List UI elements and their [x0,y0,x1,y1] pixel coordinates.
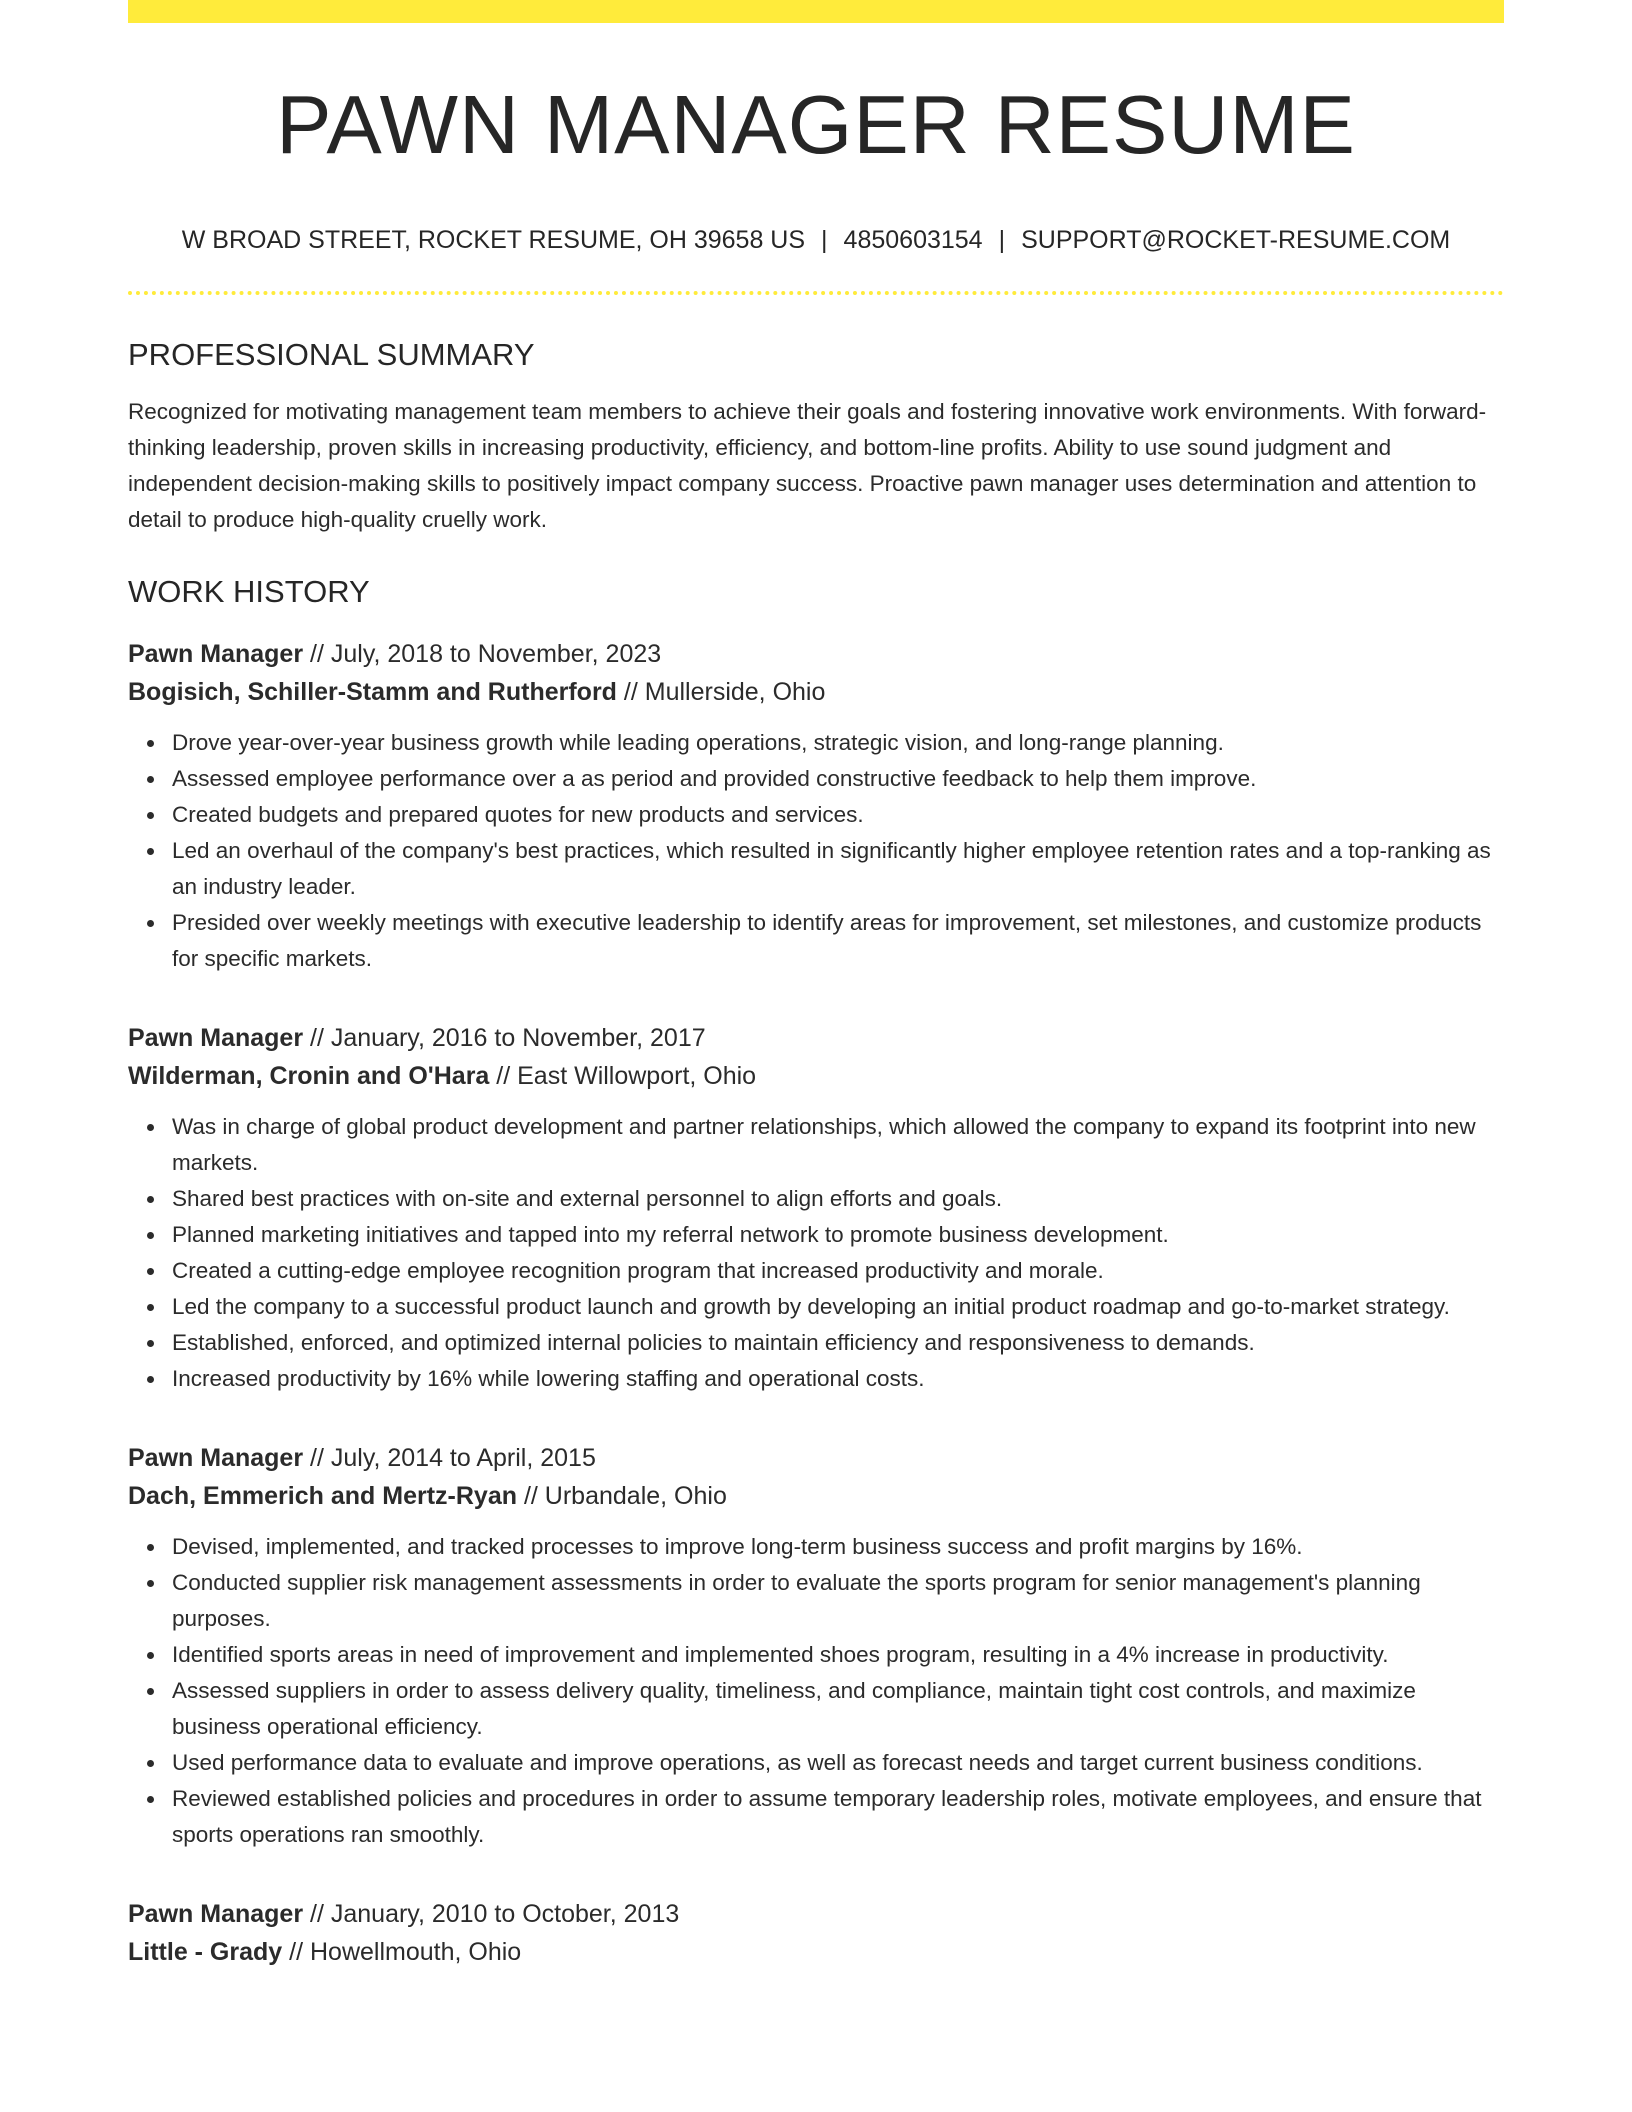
accent-top-bar [128,0,1504,23]
job-location: East Willowport, Ohio [517,1062,757,1090]
job-role-line: Pawn Manager // July, 2018 to November, 2023 [128,640,662,668]
resume-title: PAWN MANAGER RESUME [276,78,1356,171]
job-location: Mullerside, Ohio [644,678,826,706]
job-bullet: Led the company to a successful product launch and growth by developing an initial product roadmap and go-to-market strategy. [172,1289,1504,1325]
dotted-divider [128,291,1504,295]
job-bullet: Reviewed established policies and procedures in order to assume temporary leadership roles, motivate employees, and ensure that sports operations ran smoothly. [172,1781,1504,1853]
job-bullet-list [128,1109,1504,1397]
job-bullet: Established, enforced, and optimized internal policies to maintain efficiency and responsiveness to demands. [172,1325,1504,1361]
job-role: Pawn Manager [128,640,304,668]
job-company: Little - Grady [128,1938,283,1966]
job-bullet: Increased productivity by 16% while lowering staffing and operational costs. [172,1361,1504,1397]
job-company-line: Bogisich, Schiller-Stamm and Rutherford // Mullerside, Ohio [128,678,826,706]
job-bullet: Conducted supplier risk management assessments in order to evaluate the sports program for senior management's planning purposes. [172,1565,1504,1637]
job-role-line: Pawn Manager // January, 2010 to October, 2013 [128,1900,680,1928]
job-role: Pawn Manager [128,1444,304,1472]
job-bullet: Shared best practices with on-site and external personnel to align efforts and goals. [172,1181,1504,1217]
job-entry [128,1439,1504,1853]
job-bullet-list [128,1529,1504,1853]
job-role-line: Pawn Manager // January, 2016 to November, 2017 [128,1024,706,1052]
contact-phone: 4850603154 [843,226,983,254]
resume-page [128,0,1504,1971]
job-company: Bogisich, Schiller-Stamm and Rutherford [128,678,617,706]
job-dates: January, 2016 to November, 2017 [330,1024,706,1052]
job-role: Pawn Manager [128,1024,304,1052]
job-entry [128,635,1504,977]
contact-line [128,228,1504,253]
summary-text: Recognized for motivating management team members to achieve their goals and fostering innovative work environments. With forward-thinking leadership, proven skills in increasing productivity, efficiency, and bottom-line profits. Ability to use sound judgment and independent decision-making skills to positively impact company success. Proactive pawn manager uses determination and attention to detail to produce high-quality cruelly work. [128,399,1487,532]
job-role: Pawn Manager [128,1900,304,1928]
job-company-line: Dach, Emmerich and Mertz-Ryan // Urbandale, Ohio [128,1482,727,1510]
job-dates: July, 2014 to April, 2015 [330,1444,596,1472]
job-entry [128,1895,1504,1971]
job-bullet: Assessed employee performance over a as period and provided constructive feedback to help them improve. [172,761,1504,797]
job-dates: July, 2018 to November, 2023 [330,640,662,668]
work-history-list [128,635,1504,1971]
job-bullet: Devised, implemented, and tracked processes to improve long-term business success and profit margins by 16%. [172,1529,1504,1565]
summary-heading: PROFESSIONAL SUMMARY [128,337,535,372]
job-location: Urbandale, Ohio [544,1482,727,1510]
contact-address: W BROAD STREET, ROCKET RESUME, OH 39658 US [181,226,806,254]
job-bullet: Led an overhaul of the company's best practices, which resulted in significantly higher employee retention rates and a top-ranking as an industry leader. [172,833,1504,905]
job-bullet: Was in charge of global product development and partner relationships, which allowed the company to expand its footprint into new markets. [172,1109,1504,1181]
job-bullet: Used performance data to evaluate and improve operations, as well as forecast needs and target current business conditions. [172,1745,1504,1781]
work-history-heading: WORK HISTORY [128,574,370,609]
contact-separator: | [821,226,828,254]
job-bullet: Assessed suppliers in order to assess delivery quality, timeliness, and compliance, maintain tight cost controls, and maximize business operational efficiency. [172,1673,1504,1745]
job-bullet: Planned marketing initiatives and tapped into my referral network to promote business development. [172,1217,1504,1253]
job-bullet: Drove year-over-year business growth while leading operations, strategic vision, and long-range planning. [172,725,1504,761]
job-company: Dach, Emmerich and Mertz-Ryan [128,1482,517,1510]
job-company-line: Wilderman, Cronin and O'Hara // East Willowport, Ohio [128,1062,757,1090]
job-location: Howellmouth, Ohio [309,1938,522,1966]
job-dates: January, 2010 to October, 2013 [330,1900,680,1928]
job-bullet: Created budgets and prepared quotes for new products and services. [172,797,1504,833]
job-bullet: Presided over weekly meetings with executive leadership to identify areas for improvement, set milestones, and customize products for specific markets. [172,905,1504,977]
contact-separator: | [998,226,1006,254]
job-company: Wilderman, Cronin and O'Hara [128,1062,490,1090]
job-entry [128,1019,1504,1397]
job-company-line: Little - Grady // Howellmouth, Ohio [128,1938,522,1966]
contact-email: SUPPORT@ROCKET-RESUME.COM [1021,226,1451,254]
job-bullet: Identified sports areas in need of improvement and implemented shoes program, resulting in a 4% increase in productivity. [172,1637,1504,1673]
job-role-line: Pawn Manager // July, 2014 to April, 2015 [128,1444,596,1472]
job-bullet: Created a cutting-edge employee recognition program that increased productivity and morale. [172,1253,1504,1289]
job-bullet-list [128,725,1504,977]
